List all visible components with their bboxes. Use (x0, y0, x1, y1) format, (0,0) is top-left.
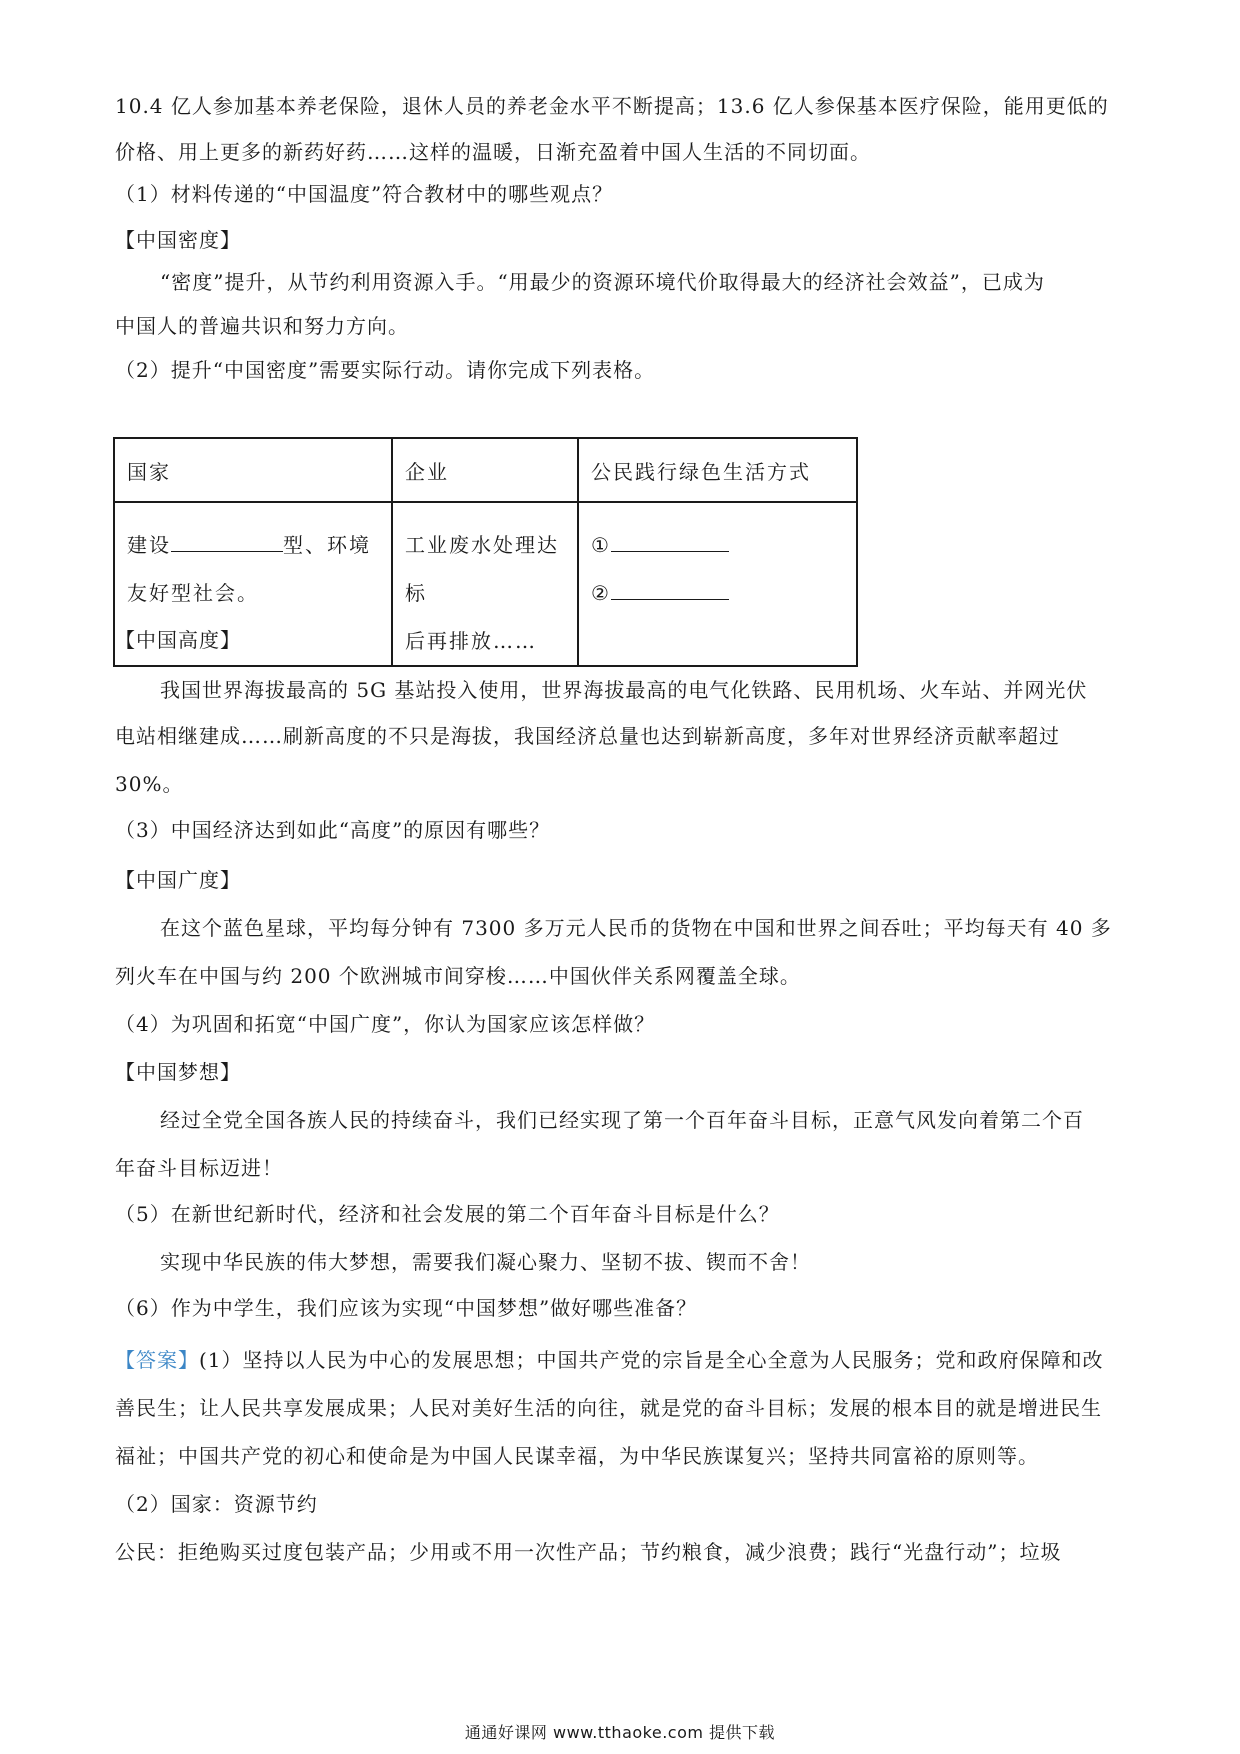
height-text-line-3: 30%。 (115, 772, 184, 796)
answer-line-3: 福祉；中国共产党的初心和使命是为中国人民谋幸福，为中华民族谋复兴；坚持共同富裕的原则等。 (115, 1444, 1039, 1468)
citizen-blank-1[interactable] (611, 529, 729, 552)
citizen-item-2-marker: ② (591, 581, 611, 605)
enterprise-line-1: 工业废水处理达标 (405, 533, 559, 605)
answer-line-1 (115, 1346, 1135, 1374)
answer-line-1-text: (1）坚持以人民为中心的发展思想；中国共产党的宗旨是全心全意为人民服务；党和政府保障和改 (199, 1348, 1104, 1372)
question-2: （2）提升“中国密度”需要实际行动。请你完成下列表格。 (115, 358, 656, 382)
section-heading-height: 【中国高度】 (115, 628, 241, 652)
country-blank[interactable] (171, 529, 283, 552)
density-text-line-2: 中国人的普遍共识和努力方向。 (115, 314, 409, 338)
table-header-citizen: 公民践行绿色生活方式 (578, 438, 857, 502)
answer-label: 【答案】 (115, 1348, 199, 1372)
question-4: （4）为巩固和拓宽“中国广度”，你认为国家应该怎样做？ (115, 1012, 656, 1036)
height-text-line-1: 我国世界海拔最高的 5G 基站投入使用，世界海拔最高的电气化铁路、民用机场、火车站、并网光伏 (160, 678, 1088, 702)
page-footer: 通通好课网 www.tthaoke.com 提供下载 (464, 1723, 776, 1742)
height-text-line-2: 电站相继建成……刷新高度的不只是海拔，我国经济总量也达到崭新高度，多年对世界经济贡献率超过 (115, 724, 1060, 748)
density-text-line-1: “密度”提升，从节约利用资源入手。“用最少的资源环境代价取得最大的经济社会效益”，已成为 (160, 270, 1045, 294)
section-heading-density: 【中国密度】 (115, 228, 241, 252)
citizen-blank-2[interactable] (611, 577, 729, 600)
section-heading-dream: 【中国梦想】 (115, 1060, 241, 1084)
material-intro-line-1: 10.4 亿人参加基本养老保险，退休人员的养老金水平不断提高；13.6 亿人参保基本医疗保险，能用更低的 (115, 94, 1109, 118)
breadth-text-line-1: 在这个蓝色星球，平均每分钟有 7300 多万元人民币的货物在中国和世界之间吞吐；平均每天有 40 多 (160, 916, 1112, 940)
question-6: （6）作为中学生，我们应该为实现“中国梦想”做好哪些准备？ (115, 1296, 698, 1320)
answer-line-4: （2）国家：资源节约 (115, 1492, 318, 1516)
table-header-country: 国家 (114, 438, 392, 502)
country-suffix: 型、环境 (283, 533, 371, 557)
material-intro-line-2: 价格、用上更多的新药好药……这样的温暖，日渐充盈着中国人生活的不同切面。 (115, 140, 871, 164)
country-line-2: 友好型社会。 (127, 581, 259, 605)
question-1: （1）材料传递的“中国温度”符合教材中的哪些观点？ (115, 182, 614, 206)
country-prefix: 建设 (127, 533, 171, 557)
question-5: （5）在新世纪新时代，经济和社会发展的第二个百年奋斗目标是什么？ (115, 1202, 780, 1226)
dream-text-2: 实现中华民族的伟大梦想，需要我们凝心聚力、坚韧不拔、锲而不舍！ (160, 1250, 811, 1274)
question-3: （3）中国经济达到如此“高度”的原因有哪些？ (115, 818, 551, 842)
table-header-enterprise: 企业 (392, 438, 578, 502)
answer-line-2: 善民生；让人民共享发展成果；人民对美好生活的向往，就是党的奋斗目标；发展的根本目的就是增进民生 (115, 1396, 1102, 1420)
answer-line-5: 公民：拒绝购买过度包装产品；少用或不用一次性产品；节约粮食，减少浪费；践行“光盘行动”；垃圾 (115, 1540, 1062, 1564)
section-heading-breadth: 【中国广度】 (115, 868, 241, 892)
enterprise-line-2: 后再排放…… (405, 629, 537, 653)
citizen-item-1-marker: ① (591, 533, 611, 557)
dream-text-line-2: 年奋斗目标迈进！ (115, 1156, 283, 1180)
breadth-text-line-2: 列火车在中国与约 200 个欧洲城市间穿梭……中国伙伴关系网覆盖全球。 (115, 964, 801, 988)
dream-text-line-1: 经过全党全国各族人民的持续奋斗，我们已经实现了第一个百年奋斗目标，正意气风发向着第二个百 (160, 1108, 1084, 1132)
